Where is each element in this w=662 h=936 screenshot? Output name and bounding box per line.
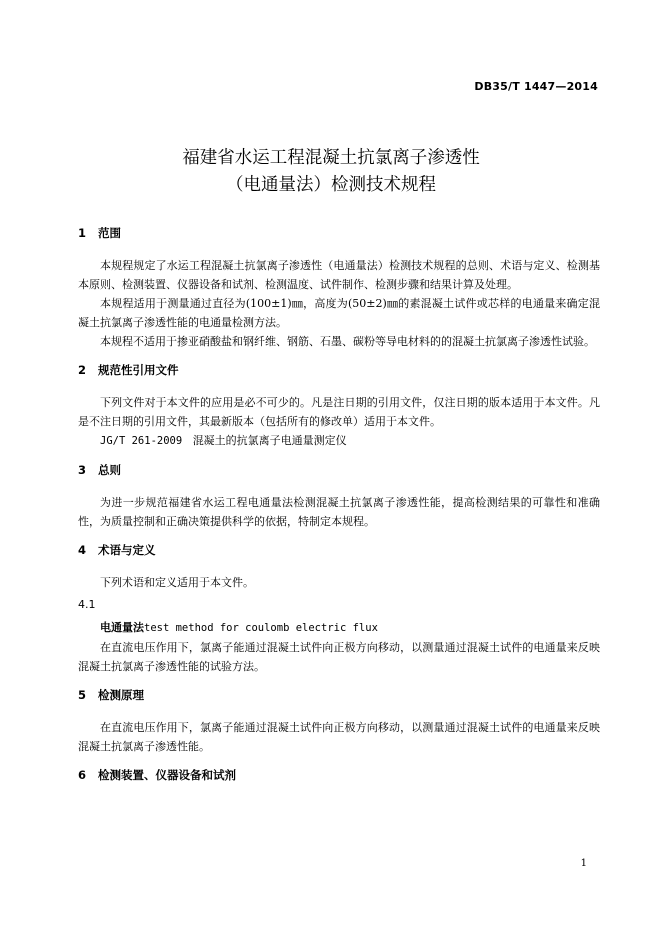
term-definition: 在直流电压作用下，氯离子能通过混凝土试件向正极方向移动，以测量通过混凝土试件的电通量来反映混凝土抗氯离子渗透性能的试验方法。 <box>78 641 600 673</box>
term-chinese: 电通量法 <box>100 621 144 634</box>
reference-code: JG/T 261-2009 <box>100 435 183 447</box>
paragraph: 在直流电压作用下，氯离子能通过混凝土试件向正极方向移动，以测量通过混凝土试件的电通量来反映混凝土抗氯离子渗透性能。 <box>78 721 600 753</box>
section-title: 总则 <box>98 463 121 477</box>
section-title: 检测装置、仪器设备和试剂 <box>98 768 236 782</box>
section-title: 术语与定义 <box>98 543 156 557</box>
section-number: 1 <box>78 226 87 240</box>
paragraph: 为进一步规范福建省水运工程电通量法检测混凝土抗氯离子渗透性能，提高检测结果的可靠性和准确性，为质量控制和正确决策提供科学的依据，特制定本规程。 <box>78 496 600 528</box>
section-number: 6 <box>78 768 87 782</box>
term-english: test method for coulomb electric flux <box>144 622 378 634</box>
reference-entry <box>78 431 600 451</box>
section-number: 5 <box>78 688 87 702</box>
section-number: 4 <box>78 543 87 557</box>
paragraph: 下列术语和定义适用于本文件。 <box>100 576 254 589</box>
section-heading-normative-references <box>78 361 600 379</box>
paragraph: 本规程不适用于掺亚硝酸盐和钢纤维、钢筋、石墨、碳粉等导电材料的的混凝土抗氯离子渗透性试验。 <box>100 335 595 348</box>
paragraph: 本规程适用于测量通过直径为(100±1)㎜，高度为(50±2)㎜的素混凝土试件或芯样的电通量来确定混凝土抗氯离子渗透性能的电通量检测方法。 <box>78 297 600 329</box>
paragraph: 下列文件对于本文件的应用是必不可少的。凡是注日期的引用文件，仅注日期的版本适用于本文件。凡是不注日期的引用文件，其最新版本（包括所有的修改单）适用于本文件。 <box>78 396 600 428</box>
document-body <box>78 224 600 784</box>
section-heading-principle <box>78 686 600 704</box>
section-title: 规范性引用文件 <box>98 363 179 377</box>
document-code: DB35/T 1447—2014 <box>474 80 598 93</box>
section-title: 范围 <box>98 226 121 240</box>
paragraph: 本规程规定了水运工程混凝土抗氯离子渗透性（电通量法）检测技术规程的总则、术语与定义、检测基本原则、检测装置、仪器设备和试剂、检测温度、试件制作、检测步骤和结果计算及处理。 <box>78 259 600 291</box>
section-heading-scope <box>78 224 600 242</box>
section-number: 3 <box>78 463 87 477</box>
reference-title: 混凝土的抗氯离子电通量测定仪 <box>192 434 347 447</box>
section-heading-terms <box>78 541 600 559</box>
subsection-number: 4.1 <box>78 598 96 611</box>
document-title-line-2: （电通量法）检测技术规程 <box>226 175 436 195</box>
section-number: 2 <box>78 363 87 377</box>
section-title: 检测原理 <box>98 688 144 702</box>
section-heading-general <box>78 461 600 479</box>
document-title-line-1: 福建省水运工程混凝土抗氯离子渗透性 <box>182 148 480 168</box>
term-entry <box>78 618 600 638</box>
page-number: 1 <box>580 858 587 869</box>
section-heading-apparatus <box>78 766 600 784</box>
